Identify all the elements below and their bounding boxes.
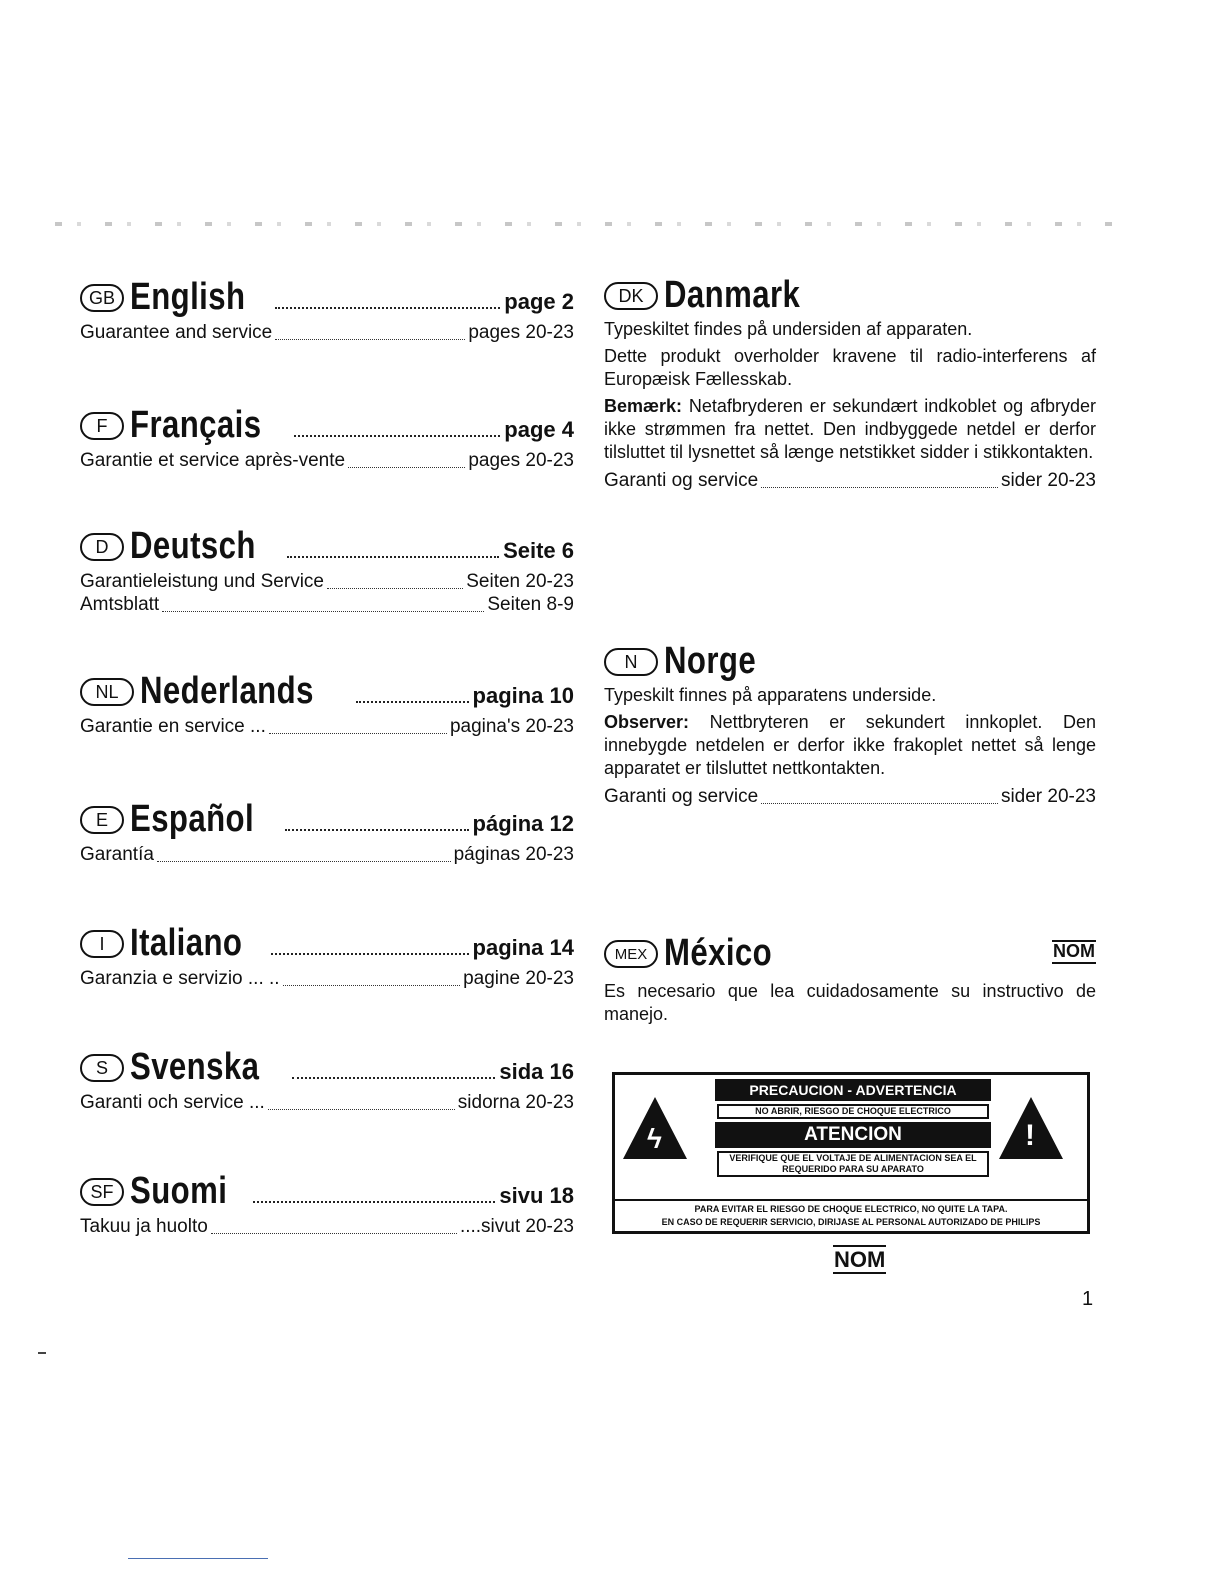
- section-francais: [80, 406, 574, 473]
- country-badge: F: [80, 412, 124, 440]
- country-badge: D: [80, 533, 124, 561]
- row-label: Amtsblatt: [80, 593, 160, 615]
- page-ref: page 4: [504, 417, 574, 442]
- page-ref: página 12: [472, 811, 574, 836]
- warning-big: ATENCION: [715, 1122, 991, 1148]
- row-label: Garanti og service: [604, 470, 759, 491]
- warning-label: ϟ ! PRECAUCION - ADVERTENCIA NO ABRIR, RIESGO DE CHOQUE ELECTRICO ATENCION VERIFIQUE QUE EL VOLTAJE DE ALIMENTACION SEA EL REQUERIDO PARA SU APARATO PARA EVITAR EL RIESGO DE CHOQUE ELECTRICO, NO QUITE LA TAPA. EN CASO DE REQUERIR SERVICIO, DIRIJASE AL PERSONAL AUTORIZADO DE PHILIPS: [612, 1072, 1090, 1234]
- country-badge: I: [80, 930, 124, 958]
- bold-label: Observer:: [604, 712, 690, 732]
- row-label: Takuu ja huolto: [80, 1216, 208, 1237]
- country-badge: S: [80, 1054, 124, 1082]
- section-norge: [604, 642, 1096, 809]
- warning-sub: NO ABRIR, RIESGO DE CHOQUE ELECTRICO: [717, 1104, 989, 1119]
- section-title: México: [664, 932, 773, 974]
- section-title: Français: [130, 404, 262, 446]
- page-number: 1: [1082, 1288, 1094, 1310]
- country-badge: E: [80, 806, 124, 834]
- row-value: sider 20-23: [1000, 786, 1096, 807]
- footer-rule: [128, 1558, 268, 1559]
- section-svenska: [80, 1048, 574, 1115]
- paragraph: Observer: Nettbryteren er sekundert innkoplet. Den innebygde netdelen er derfor ikke frakoplet nettet så lenge apparatet er tilsluttet nettkontakten.: [604, 712, 1096, 778]
- page-ref: sivu 18: [499, 1183, 574, 1208]
- paragraph: Es necesario que lea cuidadosamente su instructivo de manejo.: [604, 981, 1096, 1024]
- section-title: English: [130, 276, 246, 318]
- row-label: Garantie et service après-vente: [80, 450, 346, 471]
- leader-dots: [275, 307, 501, 309]
- section-title: Suomi: [130, 1170, 228, 1212]
- section-deutsch: [80, 527, 574, 617]
- country-badge: DK: [604, 282, 658, 310]
- scan-noise-line: [55, 222, 1115, 226]
- row-value: sider 20-23: [1000, 470, 1096, 491]
- row-value: ....sivut 20-23: [459, 1216, 574, 1237]
- warning-title: PRECAUCION - ADVERTENCIA: [715, 1079, 991, 1101]
- row-label: Garanti och service ...: [80, 1092, 265, 1113]
- warning-center: [715, 1079, 991, 1180]
- page-ref: Seite 6: [503, 538, 574, 563]
- row-value: páginas 20-23: [453, 844, 574, 865]
- country-badge: GB: [80, 284, 124, 312]
- paragraph: Typeskiltet findes på undersiden af apparaten.: [604, 319, 973, 339]
- section-nederlands: [80, 672, 574, 739]
- section-suomi: [80, 1172, 574, 1239]
- row-label: Garanti og service: [604, 786, 759, 807]
- row-label: Garantieleistung und Service: [80, 571, 324, 592]
- section-title: Deutsch: [130, 525, 256, 567]
- page-ref: sida 16: [499, 1059, 574, 1084]
- section-english: [80, 278, 574, 345]
- paragraph: Typeskilt finnes på apparatens underside.: [604, 685, 937, 705]
- nom-logo: NOM: [1052, 940, 1096, 964]
- country-badge: MEX: [604, 940, 658, 968]
- paragraph: Dette produkt overholder kravene til radio-interferens af Europæisk Fællesskab.: [604, 346, 1096, 389]
- row-value: sidorna 20-23: [457, 1092, 574, 1113]
- row-value: pagina's 20-23: [449, 716, 574, 737]
- bold-label: Bemærk:: [604, 396, 683, 416]
- nom-logo: NOM: [834, 1247, 886, 1272]
- section-danmark: [604, 276, 1096, 493]
- row-label: Guarantee and service: [80, 322, 273, 343]
- warning-footer: PARA EVITAR EL RIESGO DE CHOQUE ELECTRICO, NO QUITE LA TAPA. EN CASO DE REQUERIR SERVICIO, DIRIJASE AL PERSONAL AUTORIZADO DE PHILIPS: [615, 1199, 1087, 1229]
- page-ref: pagina 10: [472, 683, 574, 708]
- section-title: Nederlands: [140, 670, 314, 712]
- row-value: Seiten 20-23: [466, 571, 574, 592]
- country-badge: NL: [80, 678, 134, 706]
- row-label: Garantie en service ...: [80, 716, 266, 737]
- section-italiano: [80, 924, 574, 991]
- row-value: pages 20-23: [468, 450, 574, 471]
- section-title: Danmark: [664, 274, 801, 316]
- section-title: Español: [130, 798, 255, 840]
- country-badge: SF: [80, 1178, 124, 1206]
- row-value: Seiten 8-9: [487, 593, 574, 615]
- section-title: Norge: [664, 640, 757, 682]
- warning-verify: VERIFIQUE QUE EL VOLTAJE DE ALIMENTACION SEA EL REQUERIDO PARA SU APARATO: [717, 1151, 989, 1177]
- row-label: Garanzia e servizio ... ..: [80, 968, 280, 989]
- page-ref: pagina 14: [472, 935, 574, 960]
- row-value: pages 20-23: [468, 322, 574, 343]
- country-badge: N: [604, 648, 658, 676]
- section-mexico: [604, 934, 1096, 1026]
- row-value: pagine 20-23: [463, 968, 574, 989]
- section-title: Italiano: [130, 922, 243, 964]
- page-ref: page 2: [504, 289, 574, 314]
- row-label: Garantía: [80, 844, 154, 865]
- paragraph: Bemærk: Netafbryderen er sekundært indkoblet og afbryder ikke strømmen fra nettet. Den indbyggede netdel er derfor tilsluttet til lysnettet så længe netstikket sidder i stikkontakten.: [604, 396, 1096, 462]
- section-title: Svenska: [130, 1046, 260, 1088]
- scan-mark: [38, 1352, 46, 1354]
- section-espanol: [80, 800, 574, 867]
